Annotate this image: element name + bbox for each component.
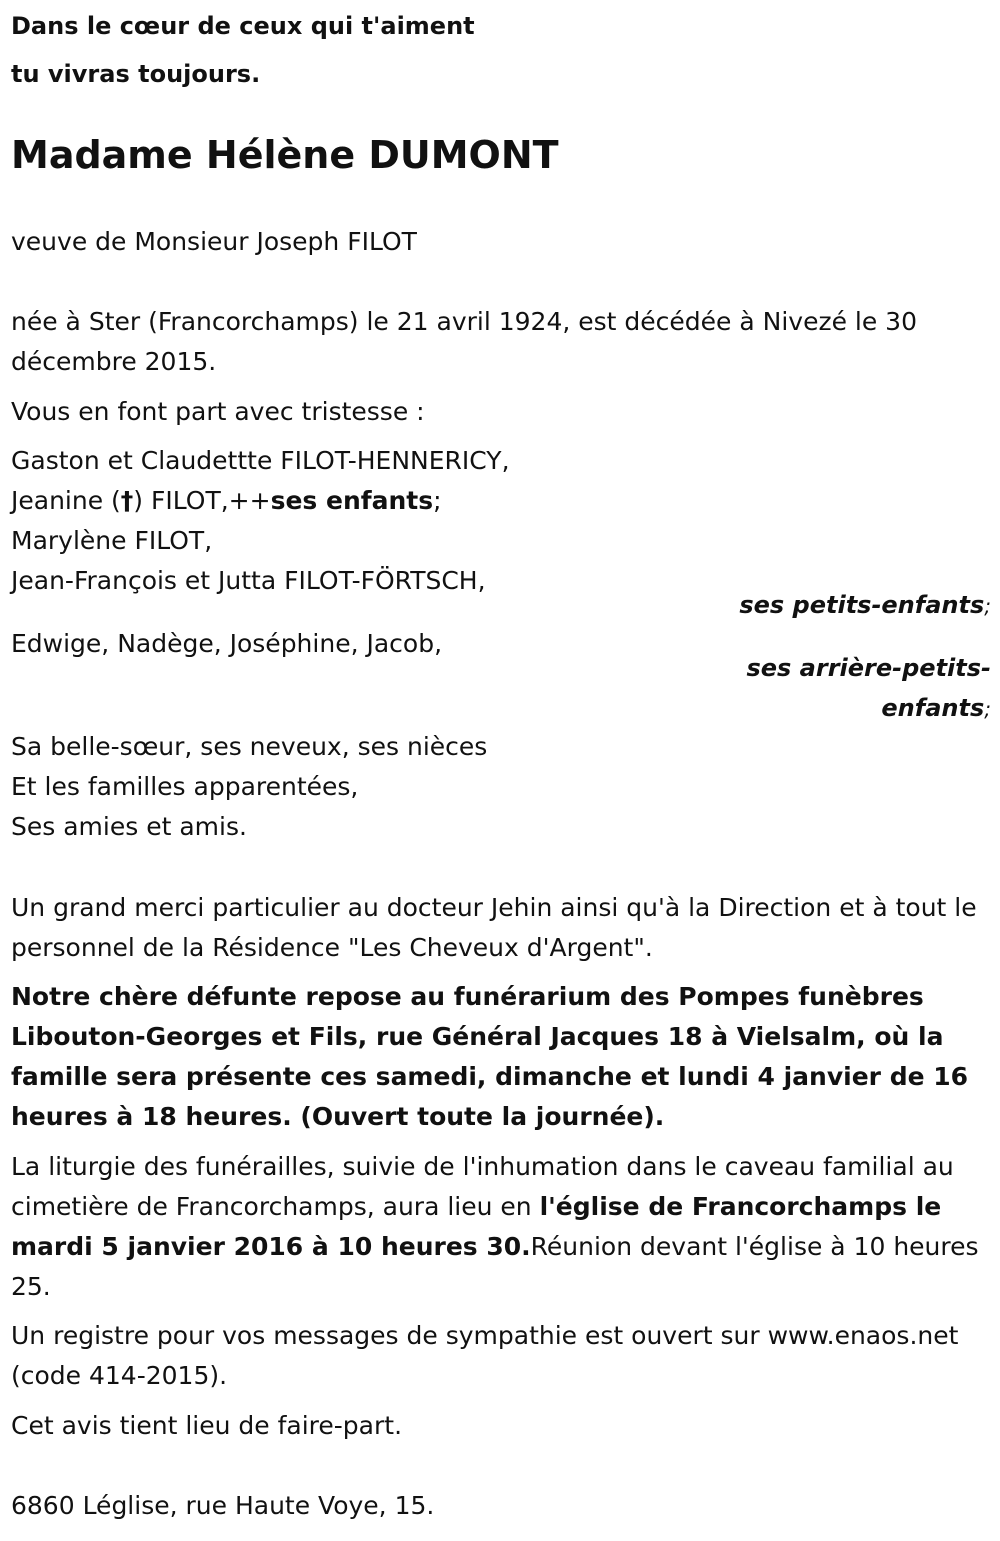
children-role-punct: ; xyxy=(433,486,442,515)
liturgy-place-time: l'église de Francorchamps le mardi 5 janvier 2016 à 10 heures 30. xyxy=(11,1192,942,1261)
children-name-part: Jeanine ( xyxy=(11,486,121,515)
thanks-text: Un grand merci particulier au docteur Jehin ainsi qu'à la Direction et à tout le personnel de la Résidence "Les Cheveux d'Argent". xyxy=(11,893,977,962)
liturgy-intro: La liturgie des funérailles, suivie de l'inhumation dans le caveau familial au cimetière de Francorchamps, aura lieu en xyxy=(11,1152,954,1221)
address-text: 6860 Léglise, rue Haute Voye, 15. xyxy=(11,1491,435,1520)
deceased-cross-icon: † xyxy=(120,486,134,515)
notice-text: Cet avis tient lieu de faire-part. xyxy=(11,1411,403,1440)
others-line-1: Sa belle-sœur, ses neveux, ses nièces xyxy=(11,732,488,761)
great-grandchildren-role-line-2 xyxy=(881,688,991,729)
family-intro: Vous en font part avec tristesse : xyxy=(11,397,425,426)
registry-text: Un registre pour vos messages de sympathie est ouvert sur www.enaos.net (code 414-2015). xyxy=(11,1321,959,1390)
children-line-1: Gaston et Claudettte FILOT-HENNERICY, xyxy=(11,446,510,475)
grandchildren-role-punct: ; xyxy=(984,594,991,618)
grandchildren-role-label: ses petits-enfants xyxy=(739,591,985,619)
liturgy-text xyxy=(11,1147,986,1307)
birth-death-text: née à Ster (Francorchamps) le 21 avril 1924, est décédée à Nivezé le 30 décembre 2015. xyxy=(11,307,917,376)
great-grandchildren-role-punct: ; xyxy=(984,697,991,721)
children-line-2 xyxy=(11,481,442,521)
liturgy-meeting: Réunion devant l'église à 10 heures 25. xyxy=(11,1232,979,1301)
children-name-rest: ) FILOT,++ xyxy=(133,486,271,515)
others-line-2: Et les familles apparentées, xyxy=(11,772,359,801)
motto-line-1: Dans le cœur de ceux qui t'aiment xyxy=(11,12,475,40)
great-grandchildren-role-line-1: ses arrière-petits- xyxy=(746,654,991,682)
widow-of: veuve de Monsieur Joseph FILOT xyxy=(11,227,417,256)
motto-line-2: tu vivras toujours. xyxy=(11,60,261,88)
great-grandchildren-names: Edwige, Nadège, Joséphine, Jacob, xyxy=(11,629,443,658)
funerarium-text: Notre chère défunte repose au funérarium des Pompes funèbres Libouton-Georges et Fils, rue Général Jacques 18 à Vielsalm, où la famille sera présente ces samedi, dimanche et lundi 4 janvier de 16 heures à 18 heures. (Ouvert toute la journée). xyxy=(11,982,969,1131)
deceased-name: Madame Hélène DUMONT xyxy=(11,133,559,177)
grandchildren-line-1: Marylène FILOT, xyxy=(11,526,213,555)
grandchildren-line-2: Jean-François et Jutta FILOT-FÖRTSCH, xyxy=(11,566,486,595)
great-grandchildren-role-label: enfants xyxy=(881,694,985,722)
grandchildren-role xyxy=(739,585,991,626)
others-line-3: Ses amies et amis. xyxy=(11,812,247,841)
children-role: ses enfants xyxy=(270,486,434,515)
